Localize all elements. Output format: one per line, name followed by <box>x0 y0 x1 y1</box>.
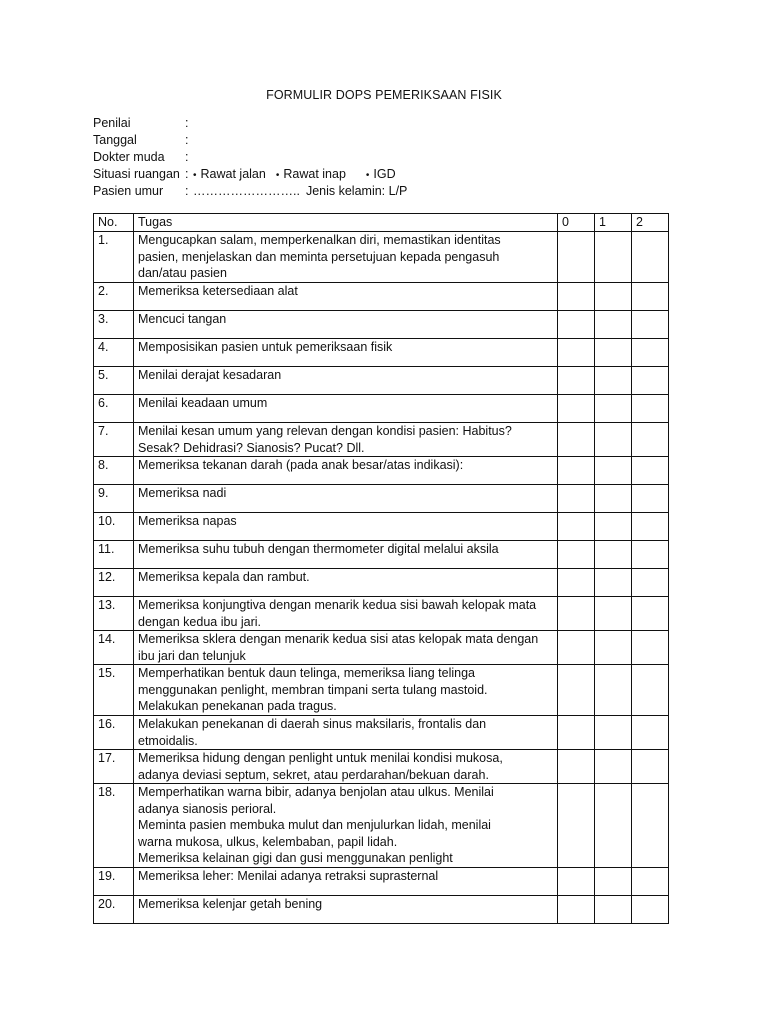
task-line: Menilai kesan umum yang relevan dengan kondisi pasien: Habitus? <box>138 424 512 438</box>
row-number: 16. <box>94 716 134 750</box>
score-cell-1[interactable] <box>595 569 632 597</box>
row-number: 13. <box>94 597 134 631</box>
row-number: 7. <box>94 423 134 457</box>
row-number: 14. <box>94 631 134 665</box>
score-cell-2[interactable] <box>632 597 669 631</box>
score-cell-2[interactable] <box>632 541 669 569</box>
score-cell-0[interactable] <box>558 896 595 924</box>
task-line: etmoidalis. <box>138 733 198 748</box>
score-cell-1[interactable] <box>595 423 632 457</box>
score-cell-1[interactable] <box>595 395 632 423</box>
header-score-1: 1 <box>595 214 632 232</box>
row-task <box>134 716 558 750</box>
score-cell-1[interactable] <box>595 665 632 716</box>
pasien-label: Pasien umur <box>93 184 164 198</box>
score-cell-1[interactable] <box>595 367 632 395</box>
score-cell-0[interactable] <box>558 541 595 569</box>
table-row <box>94 485 669 513</box>
score-cell-0[interactable] <box>558 311 595 339</box>
task-line: Mencuci tangan <box>138 312 227 326</box>
score-cell-0[interactable] <box>558 457 595 485</box>
score-cell-1[interactable] <box>595 750 632 784</box>
option-rawat-jalan <box>193 166 266 183</box>
table-row <box>94 423 669 457</box>
row-number: 1. <box>94 232 134 283</box>
table-row <box>94 569 669 597</box>
bullet-icon: • <box>275 170 280 181</box>
table-row <box>94 541 669 569</box>
table-row <box>94 311 669 339</box>
task-line: Melakukan penekanan pada tragus. <box>138 699 337 713</box>
score-cell-0[interactable] <box>558 569 595 597</box>
meta-penilai <box>93 115 407 132</box>
task-line: ibu jari dan telunjuk <box>138 648 246 663</box>
task-line: Memposisikan pasien untuk pemeriksaan fisik <box>138 340 393 354</box>
score-cell-1[interactable] <box>595 232 632 283</box>
score-cell-2[interactable] <box>632 423 669 457</box>
score-cell-2[interactable] <box>632 665 669 716</box>
row-number: 2. <box>94 283 134 311</box>
score-cell-1[interactable] <box>595 597 632 631</box>
task-line: Memeriksa napas <box>138 514 237 528</box>
score-cell-0[interactable] <box>558 395 595 423</box>
score-cell-1[interactable] <box>595 896 632 924</box>
row-number: 12. <box>94 569 134 597</box>
header-task: Tugas <box>134 214 558 232</box>
row-number: 15. <box>94 665 134 716</box>
score-cell-2[interactable] <box>632 784 669 868</box>
option-label: Rawat inap <box>283 167 346 181</box>
score-cell-2[interactable] <box>632 569 669 597</box>
task-line: Memperhatikan warna bibir, adanya benjolan atau ulkus. Menilai <box>138 785 494 799</box>
task-line: Memeriksa suhu tubuh dengan thermometer digital melalui aksila <box>138 542 499 556</box>
score-cell-2[interactable] <box>632 631 669 665</box>
row-task <box>134 541 558 569</box>
task-line: Menilai derajat kesadaran <box>138 368 282 382</box>
row-task <box>134 513 558 541</box>
score-cell-1[interactable] <box>595 457 632 485</box>
form-title: FORMULIR DOPS PEMERIKSAAN FISIK <box>266 88 502 102</box>
score-cell-1[interactable] <box>595 283 632 311</box>
row-task <box>134 665 558 716</box>
row-task <box>134 283 558 311</box>
task-line: adanya sianosis perioral. <box>138 801 277 816</box>
option-igd <box>366 166 396 183</box>
age-blank: …………………….. <box>193 184 300 198</box>
row-number: 18. <box>94 784 134 868</box>
table-row <box>94 750 669 784</box>
meta-pasien <box>93 183 407 200</box>
task-line: Melakukan penekanan di daerah sinus maksilaris, frontalis dan <box>138 717 487 731</box>
score-cell-2[interactable] <box>632 339 669 367</box>
task-line: Memeriksa kepala dan rambut. <box>138 570 310 584</box>
row-task <box>134 423 558 457</box>
score-cell-2[interactable] <box>632 868 669 896</box>
task-line: Memeriksa leher: Menilai adanya retraksi suprasternal <box>138 869 439 883</box>
score-cell-1[interactable] <box>595 868 632 896</box>
score-cell-2[interactable] <box>632 513 669 541</box>
tanggal-colon: : <box>185 133 189 147</box>
table-row <box>94 784 669 868</box>
score-cell-1[interactable] <box>595 631 632 665</box>
dops-checklist-table <box>93 213 669 924</box>
score-cell-1[interactable] <box>595 485 632 513</box>
task-line: adanya deviasi septum, sekret, atau perdarahan/bekuan darah. <box>138 767 489 782</box>
task-line: warna mukosa, ulkus, kelembaban, papil lidah. <box>138 834 398 849</box>
task-line: Mengucapkan salam, memperkenalkan diri, memastikan identitas <box>138 233 501 247</box>
tanggal-label: Tanggal <box>93 133 137 147</box>
meta-dokter <box>93 149 407 166</box>
task-line: Meminta pasien membuka mulut dan menjulurkan lidah, menilai <box>138 818 491 832</box>
score-cell-1[interactable] <box>595 784 632 868</box>
score-cell-0[interactable] <box>558 784 595 868</box>
table-row <box>94 457 669 485</box>
score-cell-0[interactable] <box>558 339 595 367</box>
table-row <box>94 665 669 716</box>
task-line: Memeriksa kelainan gigi dan gusi menggunakan penlight <box>138 851 453 865</box>
score-cell-2[interactable] <box>632 232 669 283</box>
row-task <box>134 457 558 485</box>
header-score-2: 2 <box>632 214 669 232</box>
row-number: 10. <box>94 513 134 541</box>
score-cell-2[interactable] <box>632 485 669 513</box>
table-row <box>94 367 669 395</box>
table-row <box>94 232 669 283</box>
task-line: Memeriksa tekanan darah (pada anak besar/atas indikasi): <box>138 458 464 472</box>
task-line: Menilai keadaan umum <box>138 396 268 410</box>
row-number: 20. <box>94 896 134 924</box>
score-cell-0[interactable] <box>558 868 595 896</box>
row-task <box>134 232 558 283</box>
meta-tanggal <box>93 132 407 149</box>
table-row <box>94 868 669 896</box>
row-task <box>134 896 558 924</box>
task-line: Sesak? Dehidrasi? Sianosis? Pucat? Dll. <box>138 440 365 455</box>
score-cell-0[interactable] <box>558 665 595 716</box>
row-task <box>134 367 558 395</box>
row-number: 19. <box>94 868 134 896</box>
table-row <box>94 896 669 924</box>
task-line: Memeriksa hidung dengan penlight untuk menilai kondisi mukosa, <box>138 751 503 765</box>
bullet-icon: • <box>193 170 197 181</box>
row-task <box>134 311 558 339</box>
option-rawat-inap <box>276 166 346 183</box>
score-cell-0[interactable] <box>558 283 595 311</box>
row-number: 17. <box>94 750 134 784</box>
score-cell-1[interactable] <box>595 716 632 750</box>
situasi-label: Situasi ruangan <box>93 167 180 181</box>
task-line: pasien, menjelaskan dan meminta persetujuan kepada pengasuh <box>138 249 500 264</box>
score-cell-2[interactable] <box>632 283 669 311</box>
row-number: 5. <box>94 367 134 395</box>
score-cell-0[interactable] <box>558 716 595 750</box>
task-line: Memeriksa kelenjar getah bening <box>138 897 323 911</box>
task-line: Memperhatikan bentuk daun telinga, memeriksa liang telinga <box>138 666 475 680</box>
row-number: 8. <box>94 457 134 485</box>
row-number: 11. <box>94 541 134 569</box>
situasi-colon: : <box>185 167 189 181</box>
task-line: Memeriksa konjungtiva dengan menarik kedua sisi bawah kelopak mata <box>138 598 537 612</box>
table-row <box>94 513 669 541</box>
row-task <box>134 485 558 513</box>
score-cell-2[interactable] <box>632 457 669 485</box>
gender-field: Jenis kelamin: L/P <box>305 184 408 198</box>
dokter-label: Dokter muda <box>93 150 165 164</box>
meta-situasi <box>93 166 407 183</box>
score-cell-2[interactable] <box>632 367 669 395</box>
task-line: Memeriksa sklera dengan menarik kedua sisi atas kelopak mata dengan <box>138 632 539 646</box>
task-line: Memeriksa ketersediaan alat <box>138 284 298 298</box>
task-line: dengan kedua ibu jari. <box>138 614 262 629</box>
task-line: dan/atau pasien <box>138 266 227 280</box>
row-task <box>134 569 558 597</box>
score-cell-0[interactable] <box>558 631 595 665</box>
form-meta <box>93 115 407 200</box>
score-cell-0[interactable] <box>558 485 595 513</box>
row-task <box>134 597 558 631</box>
score-cell-1[interactable] <box>595 311 632 339</box>
penilai-colon: : <box>185 116 189 130</box>
pasien-colon: : <box>185 184 189 198</box>
table-row <box>94 631 669 665</box>
score-cell-0[interactable] <box>558 513 595 541</box>
task-line: Memeriksa nadi <box>138 486 227 500</box>
score-cell-0[interactable] <box>558 750 595 784</box>
table-header-row <box>94 214 669 232</box>
score-cell-2[interactable] <box>632 395 669 423</box>
table-row <box>94 395 669 423</box>
penilai-label: Penilai <box>93 116 131 130</box>
score-cell-1[interactable] <box>595 513 632 541</box>
table-row <box>94 339 669 367</box>
bullet-icon: • <box>365 170 370 181</box>
table-row <box>94 716 669 750</box>
row-number: 9. <box>94 485 134 513</box>
score-cell-2[interactable] <box>632 716 669 750</box>
option-label: IGD <box>373 167 396 181</box>
option-label: Rawat jalan <box>200 167 266 181</box>
score-cell-0[interactable] <box>558 232 595 283</box>
table-row <box>94 283 669 311</box>
row-task <box>134 750 558 784</box>
score-cell-1[interactable] <box>595 541 632 569</box>
row-task <box>134 784 558 868</box>
header-score-0: 0 <box>558 214 595 232</box>
header-no: No. <box>94 214 134 232</box>
score-cell-0[interactable] <box>558 423 595 457</box>
row-task <box>134 631 558 665</box>
row-number: 4. <box>94 339 134 367</box>
score-cell-2[interactable] <box>632 750 669 784</box>
row-number: 3. <box>94 311 134 339</box>
row-number: 6. <box>94 395 134 423</box>
row-task <box>134 339 558 367</box>
row-task <box>134 868 558 896</box>
row-task <box>134 395 558 423</box>
dokter-colon: : <box>185 150 189 164</box>
table-row <box>94 597 669 631</box>
score-cell-1[interactable] <box>595 339 632 367</box>
score-cell-0[interactable] <box>558 597 595 631</box>
task-line: menggunakan penlight, membran timpani serta tulang mastoid. <box>138 682 488 697</box>
score-cell-2[interactable] <box>632 896 669 924</box>
score-cell-2[interactable] <box>632 311 669 339</box>
score-cell-0[interactable] <box>558 367 595 395</box>
